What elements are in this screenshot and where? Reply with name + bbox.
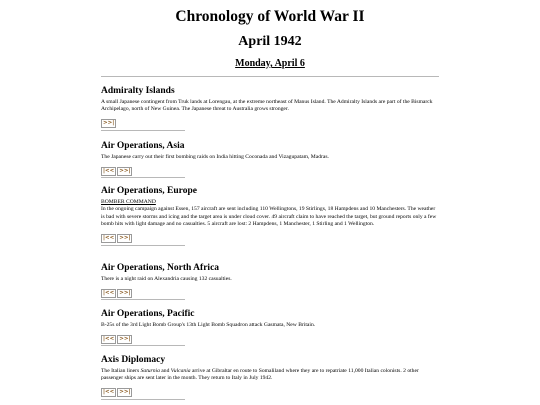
entry-subheading: BOMBER COMMAND [101, 199, 156, 205]
day-title: Monday, April 6 [235, 58, 305, 69]
entry-air-operations-asia [101, 141, 439, 178]
entry-text: In the ongoing campaign against Essen, 157 aircraft are sent including 110 Wellingtons, 19 Stirlings, 18 Hampdens and 10 Manchesters. The weather is bad with severe storms and icing and the target area is under cloud cover. 49 aircraft claim to have reached the target, but ground reports only a few bomb hits with light damage and no casualties. 5 aircraft are lost: 2 Hampdens, 1 Manchester, 1 Stirling and 1 Wellington. [101, 206, 437, 228]
entry-text-part: arrive at Gibraltar en route to Somaliland where they are to repatriate 11,000 Italian colonists. 2 other passenger ships are sent later in the month. They return to Italy in July 1942. [101, 368, 419, 382]
double-chevron-left-icon[interactable]: |<< [103, 335, 115, 342]
entry-divider [101, 177, 185, 178]
entry-axis-diplomacy [101, 355, 439, 400]
entry-admiralty-islands [101, 86, 439, 131]
double-chevron-left-icon[interactable]: |<< [103, 289, 115, 296]
ship-name-saturnia: Saturnia [140, 368, 160, 374]
entry-text-block [101, 199, 439, 229]
double-chevron-right-icon[interactable]: >>| [119, 235, 131, 242]
entry-nav [101, 167, 439, 175]
entry-nav [101, 389, 439, 397]
entry-nav [101, 120, 439, 128]
double-chevron-left-icon[interactable]: |<< [103, 167, 115, 174]
header-divider [101, 76, 439, 77]
double-chevron-left-icon[interactable]: |<< [103, 389, 115, 396]
entry-divider [101, 299, 185, 300]
entry-text-part: and [159, 368, 171, 374]
entry-divider [101, 399, 185, 400]
entry-title: Axis Diplomacy [101, 355, 166, 365]
entry-air-operations-europe [101, 186, 439, 246]
entry-text: B-25s of the 3rd Light Bomb Group's 13th Light Bomb Squadron attack Gasmata, New Britain. [101, 322, 316, 328]
entry-air-operations-north-africa [101, 263, 439, 300]
site-title: Chronology of World War II [175, 8, 365, 25]
entry-title: Air Operations, Pacific [101, 309, 195, 319]
entry-divider [101, 245, 185, 246]
double-chevron-right-icon[interactable]: >>| [119, 335, 131, 342]
entry-text: There is a night raid on Alexandria causing 132 casualties. [101, 276, 232, 282]
entry-text: The Japanese carry out their first bombing raids on India hitting Coconada and Vizagupatam, Madras. [101, 154, 329, 160]
entry-text [101, 368, 439, 383]
double-chevron-right-icon[interactable]: >>| [119, 289, 131, 296]
entry-title: Air Operations, Asia [101, 141, 185, 151]
double-chevron-right-icon[interactable]: >>| [103, 120, 115, 127]
entry-divider [101, 345, 185, 346]
entry-air-operations-pacific [101, 309, 439, 346]
entry-divider [101, 130, 185, 131]
entry-nav [101, 235, 439, 243]
double-chevron-right-icon[interactable]: >>| [119, 167, 131, 174]
entry-title: Air Operations, Europe [101, 186, 197, 196]
entry-title: Admiralty Islands [101, 86, 175, 96]
entry-title: Air Operations, North Africa [101, 263, 220, 273]
entry-nav [101, 335, 439, 343]
double-chevron-right-icon[interactable]: >>| [119, 389, 131, 396]
entry-text-part: The Italian liners [101, 368, 141, 374]
double-chevron-left-icon[interactable]: |<< [103, 235, 115, 242]
entry-text: A small Japanese contingent from Truk lands at Lorengau, at the extreme northeast of Manus Island. The Admiralty Islands are part of the Bismarck Archipelago, north of New Guinea. The Japanese threat to Australia grows stronger. [101, 99, 433, 113]
entry-nav [101, 289, 439, 297]
ship-name-vulcania: Vulcania [170, 368, 191, 374]
month-title: April 1942 [238, 34, 302, 49]
